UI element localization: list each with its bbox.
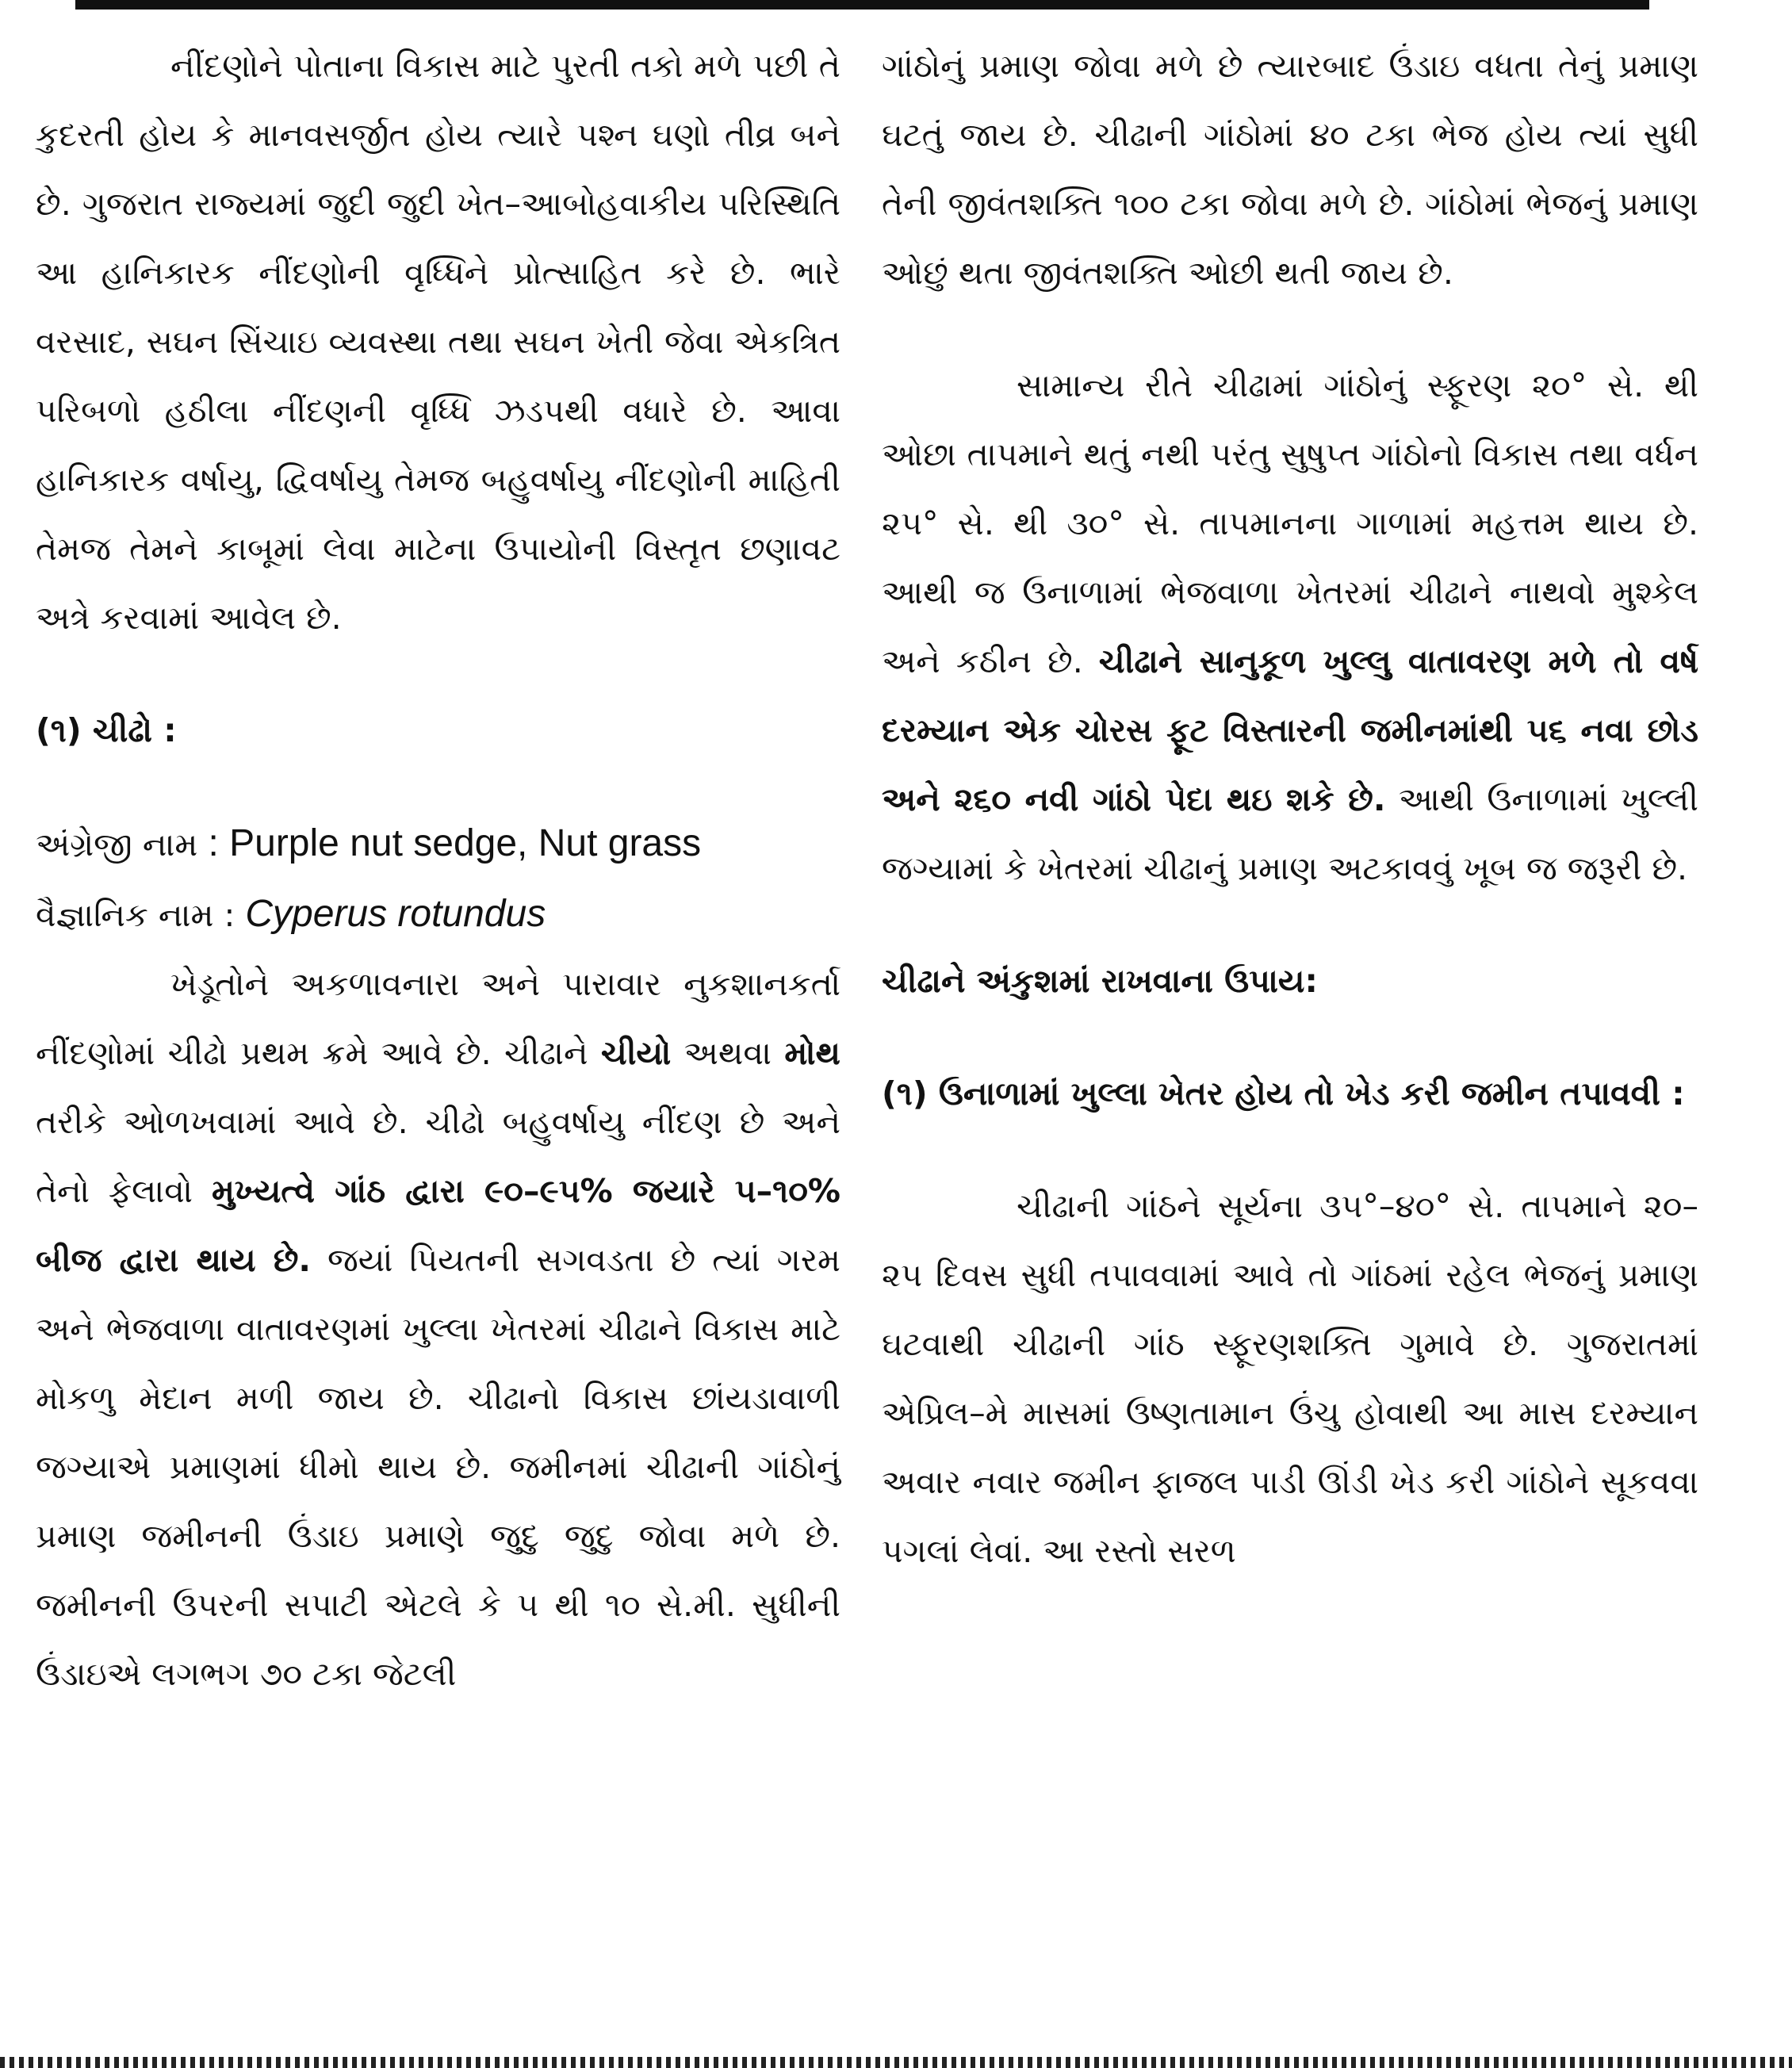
left-column bbox=[36, 32, 840, 1709]
chidho-description-paragraph bbox=[36, 950, 840, 1709]
desc-bold-moth: મોથ bbox=[784, 1034, 840, 1072]
control-measures-heading: ચીઢાને અંકુશમાં રાખવાના ઉપાય: bbox=[882, 962, 1318, 1000]
english-name-line bbox=[36, 809, 840, 879]
desc-text-3: તરીકે ઓળખવામાં આવે છે. ચીઢો બહુવર્ષાયુ નીંદણ છે અને તેનો ફેલાવો bbox=[36, 1103, 840, 1210]
summer-ploughing-paragraph: ચીઢાની ગાંઠને સૂર્યના ૩૫°–૪૦° સે. તાપમાને ૨૦–૨૫ દિવસ સુધી તપાવવામાં આવે તો ગાંઠમાં રહેલ ભેજનું પ્રમાણ ઘટવાથી ચીઢાની ગાંઠ સ્ફૂરણશક્તિ ગુમાવે છે. ગુજરાતમાં એપ્રિલ–મે માસમાં ઉષ્ણતામાન ઉંચુ હોવાથી આ માસ દરમ્યાન અવાર નવાર જમીન ફાજલ પાડી ઊંડી ખેડ કરી ગાંઠોને સૂકવવા પગલાં લેવાં. આ રસ્તો સરળ bbox=[882, 1187, 1698, 1570]
english-name-value: : Purple nut sedge, Nut grass bbox=[208, 822, 702, 864]
right-column bbox=[882, 32, 1698, 1586]
summer-ploughing-subheading: (૧) ઉનાળામાં ખુલ્લા ખેતર હોય તો ખેડ કરી જમીન તપાવવી : bbox=[882, 1074, 1685, 1113]
section-heading-chidho: (૧) ચીઢો : bbox=[36, 711, 177, 749]
continuation-paragraph: ગાંઠોનું પ્રમાણ જોવા મળે છે ત્યારબાદ ઉંડાઇ વધતા તેનું પ્રમાણ ઘટતું જાય છે. ચીઢાની ગાંઠોમાં ૪૦ ટકા ભેજ હોય ત્યાં સુધી તેની જીવંતશક્તિ ૧૦૦ ટકા જોવા મળે છે. ગાંઠોમાં ભેજનું પ્રમાણ ઓછું થતા જીવંતશક્તિ ઓછી થતી જાય છે. bbox=[882, 47, 1698, 292]
intro-paragraph: નીંદણોને પોતાના વિકાસ માટે પુરતી તકો મળે પછી તે કુદરતી હોય કે માનવસર્જીત હોય ત્યારે પશ્ન ઘણો તીવ્ર બને છે. ગુજરાત રાજ્યમાં જુદી જુદી ખેત–આબોહવાકીય પરિસ્થિતિ આ હાનિકારક નીંદણોની વૃધ્ધિને પ્રોત્સાહિત કરે છે. ભારે વરસાદ, સઘન સિંચાઇ વ્યવસ્થા તથા સઘન ખેતી જેવા એકત્રિત પરિબળો હઠીલા નીંદણની વૃધ્ધિ ઝડપથી વધારે છે. આવા હાનિકારક વર્ષાયુ, દ્વિવર્ષાયુ તેમજ બહુવર્ષાયુ નીંદણોની માહિતી તેમજ તેમને કાબૂમાં લેવા માટેના ઉપાયોની વિસ્તૃત છણાવટ અત્રે કરવામાં આવેલ છે. bbox=[36, 47, 840, 637]
scientific-name-line bbox=[36, 879, 840, 950]
germination-paragraph bbox=[882, 351, 1698, 903]
germination-bold: ચીઢાને સાનુકૂળ ખુલ્લુ વાતાવરણ મળે તો વર્ષ દરમ્યાન એક ચોરસ ફૂટ વિસ્તારની જમીનમાંથી ૫૬ નવા છોડ અને ૨૬૦ નવી ગાંઠો પેદા થઇ શકે છે. bbox=[882, 642, 1698, 818]
english-name-label: અંગ્રેજી નામ bbox=[36, 825, 198, 864]
desc-text-4: જયાં પિયતની સગવડતા છે ત્યાં ગરમ અને ભેજવાળા વાતાવરણમાં ખુલ્લા ખેતરમાં ચીઢાને વિકાસ માટે મોકળુ મેદાન મળી જાય છે. ચીઢાનો વિકાસ છાંયડાવાળી જગ્યાએ પ્રમાણમાં ધીમો થાય છે. જમીનમાં ચીઢાની ગાંઠોનું પ્રમાણ જમીનની ઉંડાઇ પ્રમાણે જુદુ જુદુ જોવા મળે છે. જમીનની ઉપરની સપાટી એટલે કે ૫ થી ૧૦ સે.મી. સુધીની ઉંડાઇએ લગભગ ૭૦ ટકા જેટલી bbox=[36, 1241, 841, 1693]
desc-text-2: અથવા bbox=[671, 1034, 785, 1072]
germination-text: સામાન્ય રીતે ચીઢામાં ગાંઠોનું સ્ફૂરણ ૨૦° સે. થી ઓછા તાપમાને થતું નથી પરંતુ સુષુપ્ત ગાંઠોનો વિકાસ તથા વર્ધન ૨૫° સે. થી ૩૦° સે. તાપમાનના ગાળામાં મહત્તમ થાય છે. આથી જ ઉનાળામાં ભેજવાળા ખેતરમાં ચીઢાને નાથવો મુશ્કેલ અને કઠીન છે. bbox=[882, 366, 1698, 680]
scientific-name-label: વૈજ્ઞાનિક નામ : bbox=[36, 896, 235, 934]
bottom-page-edge bbox=[0, 2057, 1792, 2068]
scientific-name-value: Cyperus rotundus bbox=[245, 893, 546, 935]
germination-tail: આથી ઉનાળામાં ખુલ્લી જગ્યામાં કે ખેતરમાં ચીઢાનું પ્રમાણ અટકાવવું ખૂબ જ જરૂરી છે. bbox=[882, 780, 1698, 887]
desc-text-1: ખેડૂતોને અકળાવનારા અને પારાવાર નુકશાનકર્તા નીંદણોમાં ચીઢો પ્રથમ ક્રમે આવે છે. ચીઢાને bbox=[36, 965, 840, 1072]
desc-bold-chiyo: ચીયો bbox=[600, 1034, 672, 1072]
top-border-rule bbox=[75, 0, 1649, 10]
desc-bold-spread: મુખ્યત્વે ગાંઠ દ્વારા ૯૦–૯૫% જયારે ૫–૧૦% બીજ દ્વારા થાય છે. bbox=[36, 1172, 840, 1279]
